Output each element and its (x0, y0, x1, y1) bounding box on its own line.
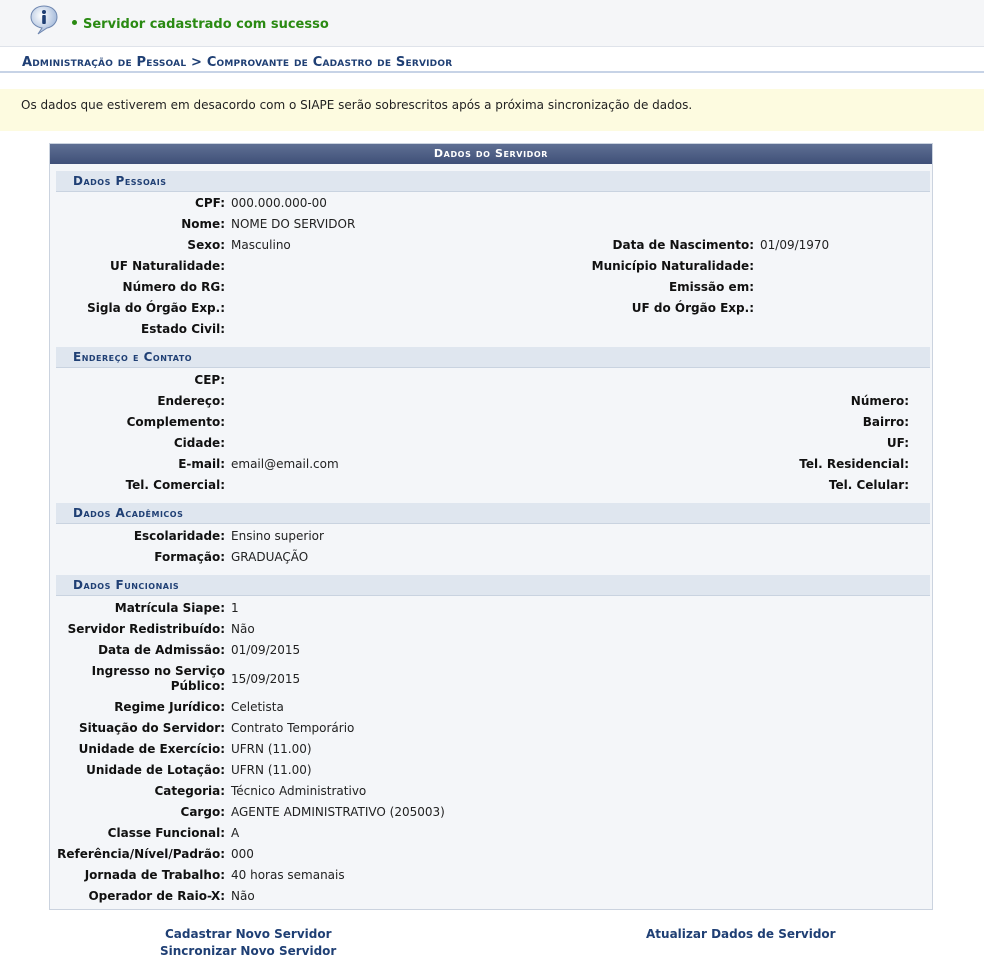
label-servidor-redistribuido: Servidor Redistribuído: (67, 622, 225, 636)
atualizar-dados-servidor-link[interactable]: Atualizar Dados de Servidor (646, 927, 836, 941)
label-ingresso-servico-linha1: Ingresso no Serviço (91, 664, 225, 678)
label-ingresso-servico-linha2: Público: (170, 679, 225, 693)
value-nome: NOME DO SERVIDOR (231, 217, 356, 231)
sincronizar-novo-servidor-link[interactable]: Sincronizar Novo Servidor (160, 944, 337, 958)
value-regime-juridico: Celetista (231, 700, 284, 714)
label-endereco: Endereço: (157, 394, 225, 408)
label-tel-residencial: Tel. Residencial: (799, 457, 909, 471)
label-formacao: Formação: (154, 550, 225, 564)
value-cpf: 000.000.000-00 (231, 196, 327, 210)
panel-title: Dados do Servidor (50, 144, 932, 164)
label-nome: Nome: (181, 217, 225, 231)
label-email: E-mail: (178, 457, 225, 471)
value-situacao-servidor: Contrato Temporário (231, 721, 355, 735)
value-matricula-siape: 1 (231, 601, 239, 615)
label-tel-comercial: Tel. Comercial: (125, 478, 225, 492)
label-tel-celular: Tel. Celular: (828, 478, 909, 492)
label-uf: UF: (886, 436, 909, 450)
label-cidade: Cidade: (173, 436, 225, 450)
label-emissao: Emissão em: (668, 280, 754, 294)
value-classe-funcional: A (231, 826, 240, 840)
section-endereco-contato: Endereço e Contato (56, 347, 930, 368)
value-unidade-exercicio: UFRN (11.00) (231, 742, 312, 756)
label-bairro: Bairro: (862, 415, 909, 429)
label-classe-funcional: Classe Funcional: (107, 826, 225, 840)
label-situacao-servidor: Situação do Servidor: (79, 721, 225, 735)
value-escolaridade: Ensino superior (231, 529, 324, 543)
label-data-nascimento: Data de Nascimento: (612, 238, 754, 252)
label-numero: Número: (850, 394, 909, 408)
label-operador-raio-x: Operador de Raio-X: (88, 889, 225, 903)
value-categoria: Técnico Administrativo (231, 784, 367, 798)
label-unidade-lotacao: Unidade de Lotação: (86, 763, 225, 777)
label-uf-naturalidade: UF Naturalidade: (110, 259, 225, 273)
section-dados-academicos: Dados Acadêmicos (56, 503, 930, 524)
value-email: email@email.com (231, 457, 339, 471)
value-data-admissao: 01/09/2015 (231, 643, 301, 657)
label-referencia-nivel-padrao: Referência/Nível/Padrão: (57, 847, 225, 861)
label-cep: CEP: (194, 373, 225, 387)
value-servidor-redistribuido: Não (231, 622, 255, 636)
value-data-nascimento: 01/09/1970 (760, 238, 830, 252)
label-cpf: CPF: (195, 196, 225, 210)
success-message: Servidor cadastrado com sucesso (72, 17, 329, 32)
label-escolaridade: Escolaridade: (133, 529, 225, 543)
label-matricula-siape: Matrícula Siape: (114, 601, 225, 615)
label-sexo: Sexo: (187, 238, 225, 252)
sync-notice-text: Os dados que estiverem em desacordo com o SIAPE serão sobrescritos após a próxima sincronização de dados. (21, 98, 693, 112)
breadcrumb: Administração de Pessoal > Comprovante de Cadastro de Servidor (22, 55, 453, 70)
label-jornada-trabalho: Jornada de Trabalho: (84, 868, 225, 882)
breadcrumb-divider (0, 71, 984, 73)
value-referencia-nivel-padrao: 000 (231, 847, 254, 861)
label-complemento: Complemento: (126, 415, 225, 429)
label-numero-rg: Número do RG: (122, 280, 225, 294)
label-sigla-orgao: Sigla do Órgão Exp.: (87, 301, 225, 315)
value-unidade-lotacao: UFRN (11.00) (231, 763, 312, 777)
value-jornada-trabalho: 40 horas semanais (231, 868, 345, 882)
label-cargo: Cargo: (180, 805, 225, 819)
sync-notice (0, 89, 984, 131)
cadastrar-novo-servidor-link[interactable]: Cadastrar Novo Servidor (165, 927, 332, 941)
servidor-panel (49, 143, 933, 910)
label-uf-orgao: UF do Órgão Exp.: (631, 301, 754, 315)
section-dados-pessoais: Dados Pessoais (56, 171, 930, 192)
label-estado-civil: Estado Civil: (141, 322, 225, 336)
value-sexo: Masculino (231, 238, 291, 252)
section-dados-funcionais: Dados Funcionais (56, 575, 930, 596)
label-data-admissao: Data de Admissão: (98, 643, 225, 657)
label-regime-juridico: Regime Jurídico: (114, 700, 225, 714)
value-formacao: GRADUAÇÃO (231, 550, 309, 564)
value-ingresso-servico: 15/09/2015 (231, 672, 301, 686)
info-icon (28, 4, 60, 36)
value-cargo: AGENTE ADMINISTRATIVO (205003) (231, 805, 445, 819)
message-bar (0, 0, 984, 47)
label-unidade-exercicio: Unidade de Exercício: (78, 742, 225, 756)
label-municipio-naturalidade: Município Naturalidade: (591, 259, 754, 273)
value-operador-raio-x: Não (231, 889, 255, 903)
label-categoria: Categoria: (154, 784, 225, 798)
